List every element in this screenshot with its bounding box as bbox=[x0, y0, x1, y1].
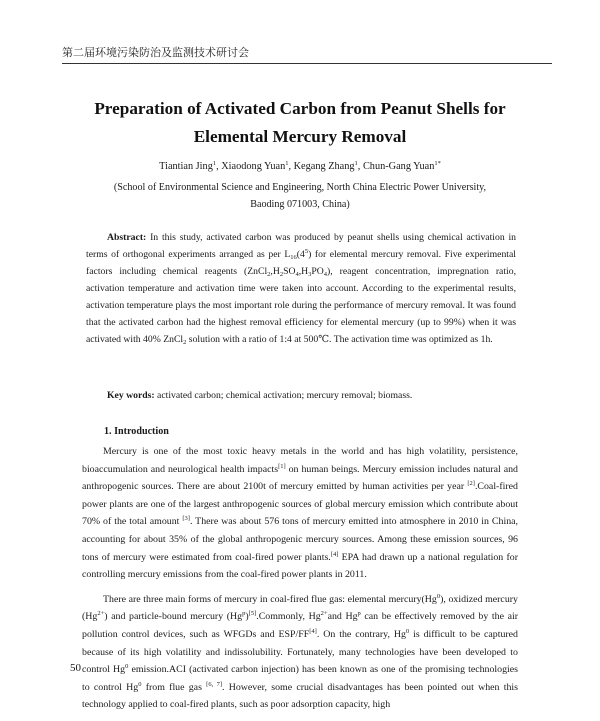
citation: [5] bbox=[248, 610, 257, 618]
body-text: is difficult to be captured because of its high volatility and indissolubility. Fortunately, many technologies have been developed to control Hg bbox=[82, 628, 518, 676]
body-text: ) bbox=[245, 611, 249, 623]
abstract-text: In this study, activated carbon was produced by peanut shells using chemical activation in terms of orthogonal experiments arranged as per L bbox=[86, 232, 516, 260]
superscript: 0 bbox=[405, 627, 410, 635]
abstract bbox=[86, 229, 516, 348]
abstract-label: Abstract: bbox=[107, 232, 147, 243]
body-text: . On the contrary, Hg bbox=[316, 628, 406, 640]
superscript: 5 bbox=[304, 248, 309, 255]
superscript: 2+ bbox=[97, 610, 105, 618]
superscript: p bbox=[242, 610, 246, 618]
body-text: from flue gas bbox=[141, 681, 207, 693]
author-mark: 1 bbox=[354, 160, 358, 167]
author: Chun-Gang Yuan bbox=[362, 161, 435, 172]
citation: [6, 7] bbox=[206, 680, 223, 688]
citation: [2] bbox=[467, 480, 475, 488]
author-list: Tiantian Jing$^1$, Xiaodong Yuan$^1$, Kegang Zhang$^1$, Chun-Gang Yuan$^{1*}$ bbox=[159, 160, 441, 172]
superscript: 2+ bbox=[320, 610, 328, 618]
abstract-text: (4 bbox=[296, 249, 305, 260]
author: Tiantian Jing bbox=[159, 161, 213, 172]
keywords bbox=[86, 390, 516, 401]
subscript: 16 bbox=[290, 254, 297, 261]
conference-running-title: 第二届环境污染防治及监测技术研讨会 bbox=[62, 46, 249, 59]
page-number: 50 bbox=[70, 662, 81, 674]
body-text: ), oxidized mercury (Hg bbox=[82, 593, 518, 623]
author: Xiaodong Yuan bbox=[221, 161, 286, 172]
citation: [3] bbox=[182, 515, 190, 523]
abstract-text: SO bbox=[283, 266, 296, 277]
subscript: 2 bbox=[183, 339, 187, 346]
title-line-2: Elemental Mercury Removal bbox=[193, 127, 407, 146]
body-text: . There was about 576 tons of mercury emitted into atmosphere in 2010 in China, accounting for about 35% of the global anthropogenic mercury sources. Among these emission sources, 96 tons of mercury were estimated from coal-fired power plants. bbox=[82, 516, 518, 563]
running-header bbox=[62, 44, 552, 64]
body-text: emission.ACI (activated carbon injection) has been known as one of the promising technologies to control Hg bbox=[82, 664, 518, 693]
citation: [4] bbox=[330, 550, 339, 558]
citation: [4] bbox=[309, 627, 317, 635]
affiliation-line-2: Baoding 071003, China) bbox=[250, 199, 350, 210]
introduction-body bbox=[82, 443, 518, 721]
abstract-text: ), reagent concentration, impregnation ratio, activation temperature and activation time were taken into account. According to the experimental results, activation temperature plays the most important role during the performance of mercury removal. It was found that the activated carbon had the highest removal efficiency for elemental mercury (up to 99%) when it was activated with 40% ZnCl bbox=[86, 266, 517, 345]
affiliation-line-1: (School of Environmental Science and Engineering, North China Electric Power University, bbox=[113, 182, 487, 193]
abstract-text: ,H bbox=[270, 266, 280, 277]
subscript: 4 bbox=[323, 271, 328, 278]
section-heading-introduction: 1. Introduction bbox=[104, 426, 169, 437]
abstract-text: ,H bbox=[298, 266, 309, 277]
body-text: . However, some crucial disadvantages has been pointed out when this technology applied to coal-fired plants, such as poor adsorption capacity, high bbox=[82, 681, 518, 711]
subscript: 2 bbox=[267, 271, 271, 278]
subscript: 2 bbox=[279, 271, 284, 278]
body-text: on human beings. Mercury emission includes natural and anthropogenic sources. There are about 2100t of mercury emitted by human activities per year bbox=[82, 463, 518, 493]
body-paragraph bbox=[82, 591, 518, 714]
abstract-text: solution with a ratio of 1:4 at 500℃. The activation time was optimized as 1h. bbox=[186, 334, 493, 345]
subscript: 4 bbox=[295, 271, 299, 278]
body-text: EPA had drawn up a national regulation for controlling mercury emissions from the coal-fired power plants in 2011. bbox=[82, 551, 518, 581]
author-mark: 1* bbox=[434, 160, 441, 167]
superscript: 0 bbox=[138, 680, 142, 688]
affiliation bbox=[40, 179, 560, 213]
paper-title bbox=[40, 95, 560, 151]
abstract-paragraph bbox=[86, 229, 516, 348]
author-mark: 1 bbox=[212, 160, 217, 167]
body-text: There are three main forms of mercury in coal-fired flue gas: elemental mercury(Hg bbox=[103, 593, 437, 605]
abstract-text: ) for elemental mercury removal. Five experimental factors including chemical reagents (ZnCl bbox=[86, 249, 516, 277]
citation: [1] bbox=[278, 462, 286, 470]
body-text: .Commonly, Hg bbox=[256, 611, 321, 623]
superscript: p bbox=[357, 610, 361, 618]
abstract-text: PO bbox=[311, 266, 324, 277]
author-mark: 1 bbox=[285, 160, 289, 167]
body-text: Mercury is one of the most toxic heavy metals in the world and has high volatility, persistence, bioaccumulation and neurological health impacts bbox=[82, 446, 518, 475]
superscript: 0 bbox=[436, 592, 441, 600]
keywords-label: Key words: bbox=[107, 390, 155, 401]
subscript: 3 bbox=[308, 271, 312, 278]
keywords-text: activated carbon; chemical activation; mercury removal; biomass. bbox=[154, 390, 413, 401]
superscript: 0 bbox=[125, 663, 129, 671]
title-line-1: Preparation of Activated Carbon from Peanut Shells for bbox=[94, 99, 506, 118]
body-text: and Hg bbox=[327, 611, 358, 623]
author: Kegang Zhang bbox=[293, 161, 355, 172]
body-paragraph bbox=[82, 443, 518, 584]
body-text: can be effectively removed by the air pollution control devices, such as WFGDs and ESP/FF bbox=[82, 611, 519, 640]
body-text: ) and particle-bound mercury (Hg bbox=[104, 611, 243, 623]
body-text: .Coal-fired power plants are one of the largest anthropogenic sources of global mercury emission which contribute about 70% of the total amount bbox=[82, 481, 518, 528]
